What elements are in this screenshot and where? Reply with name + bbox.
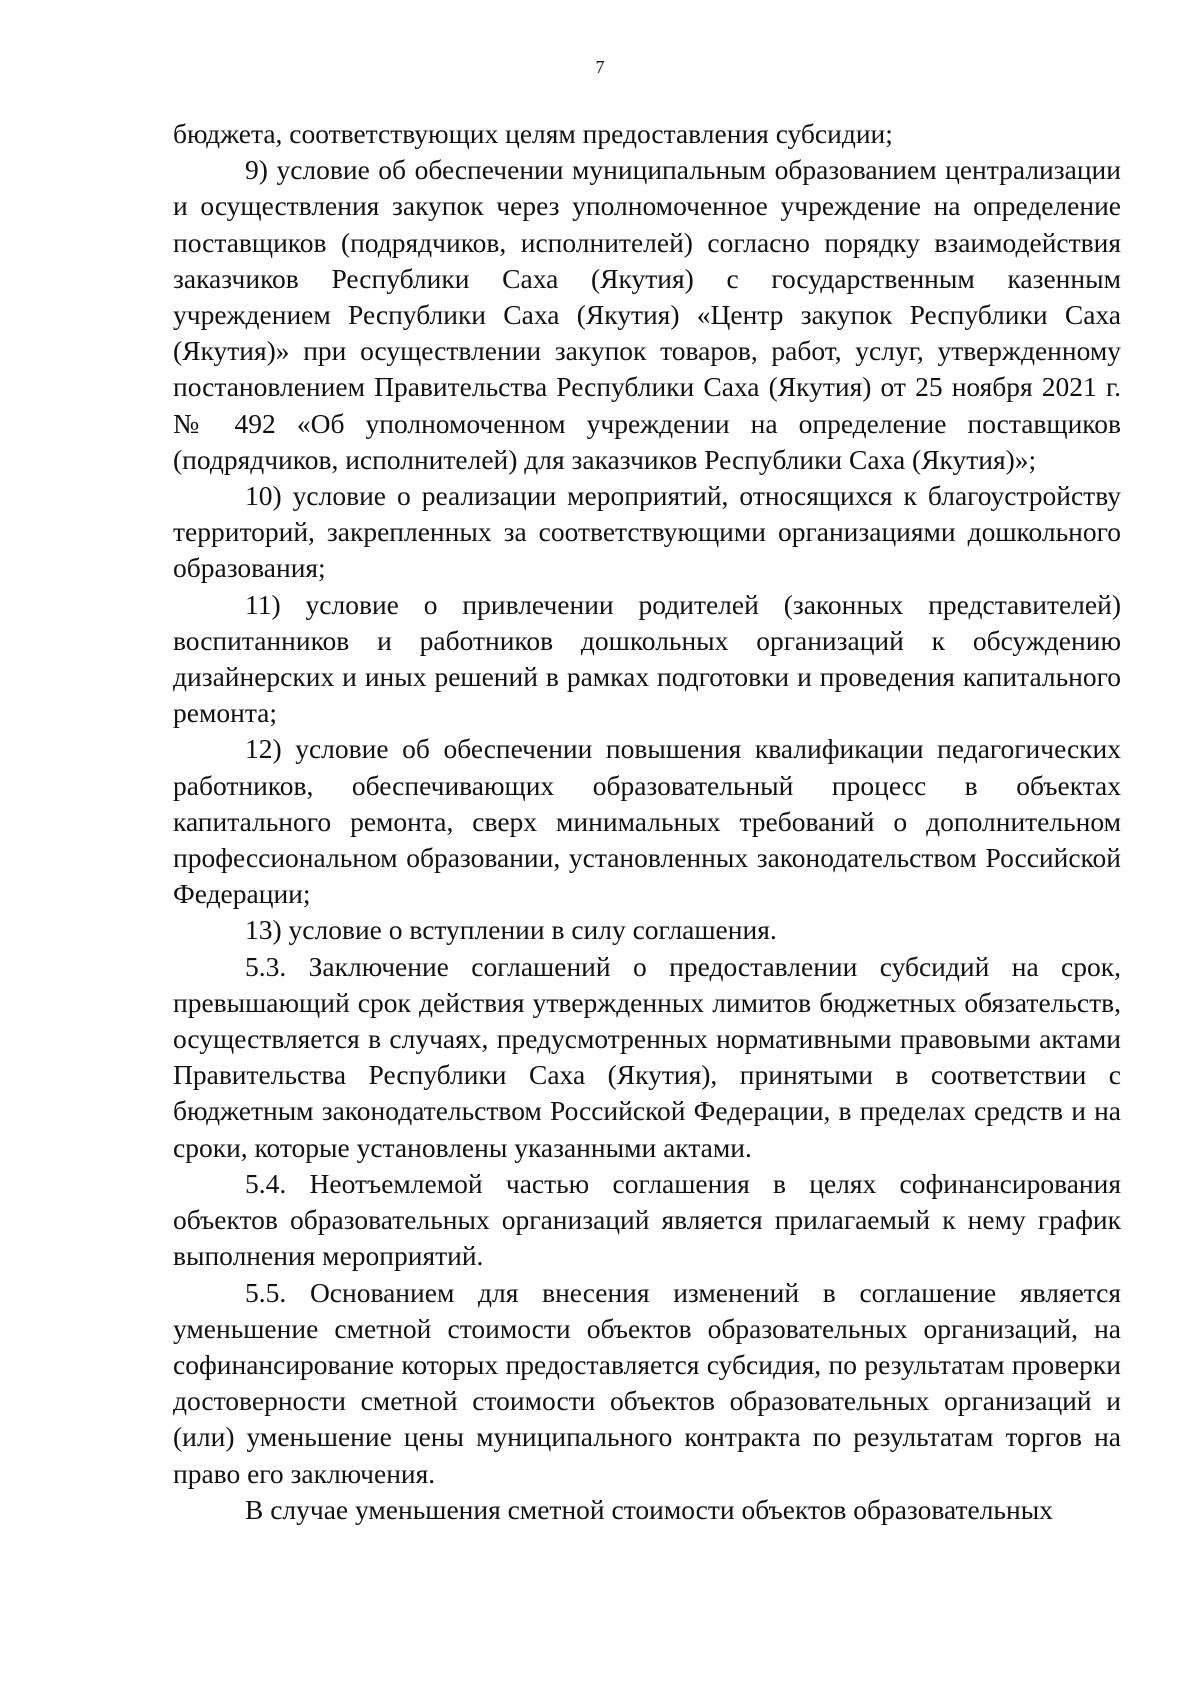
paragraph-5-3: 5.3. Заключение соглашений о предоставлении субсидий на срок, превышающий срок действия утвержденных лимитов бюджетных обязательств, осуществляется в случаях, предусмотренных нормативными правовыми актами Правительства Республики Саха (Якутия), принятыми в соответствии с бюджетным законодательством Российской Федерации, в пределах средств и на сроки, которые установлены указанными актами. bbox=[173, 950, 1121, 1163]
paragraph-item-9: 9) условие об обеспечении муниципальным образованием централизации и осуществления закупок через уполномоченное учреждение на определение поставщиков (подрядчиков, исполнителей) согласно порядку взаимодействия заказчиков Республики Саха (Якутия) с государственным казенным учреждением Республики Саха (Якутия) «Центр закупок Республики Саха (Якутия)» при осуществлении закупок товаров, работ, услуг, утвержденному постановлением Правительства Республики Саха (Якутия) от 25 ноября 2021 г. № 492 «Об уполномоченном учреждении на определение поставщиков (подрядчиков, исполнителей) для заказчиков Республики Саха (Якутия)»; bbox=[173, 154, 1121, 475]
paragraph-item-10: 10) условие о реализации мероприятий, относящихся к благоустройству территорий, закрепленных за соответствующими организациями дошкольного образования; bbox=[173, 480, 1121, 584]
paragraph-final: В случае уменьшения сметной стоимости объектов образовательных bbox=[245, 1493, 1053, 1525]
page-number: 7 bbox=[595, 57, 605, 77]
paragraph-continuation: бюджета, соответствующих целям предоставления субсидии; bbox=[173, 118, 893, 149]
paragraph-5-5: 5.5. Основанием для внесения изменений в соглашение является уменьшение сметной стоимости объектов образовательных организаций, на софинансирование которых предоставляется субсидия, по результатам проверки достоверности сметной стоимости объектов образовательных организаций и (или) уменьшение цены муниципального контракта по результатам торгов на право его заключения. bbox=[173, 1276, 1121, 1489]
document-body bbox=[173, 116, 1121, 1528]
paragraph-item-13: 13) условие о вступлении в силу соглашения. bbox=[245, 914, 777, 946]
paragraph-item-12: 12) условие об обеспечении повышения квалификации педагогических работников, обеспечивающих образовательный процесс в объектах капитального ремонта, сверх минимальных требований о дополнительном профессиональном образовании, установленных законодательством Российской Федерации; bbox=[173, 733, 1121, 910]
paragraph-5-4: 5.4. Неотъемлемой частью соглашения в целях софинансирования объектов образовательных организаций является прилагаемый к нему график выполнения мероприятий. bbox=[173, 1167, 1121, 1272]
paragraph-item-11: 11) условие о привлечении родителей (законных представителей) воспитанников и работников дошкольных организаций к обсуждению дизайнерских и иных решений в рамках подготовки и проведения капитального ремонта; bbox=[173, 588, 1121, 729]
